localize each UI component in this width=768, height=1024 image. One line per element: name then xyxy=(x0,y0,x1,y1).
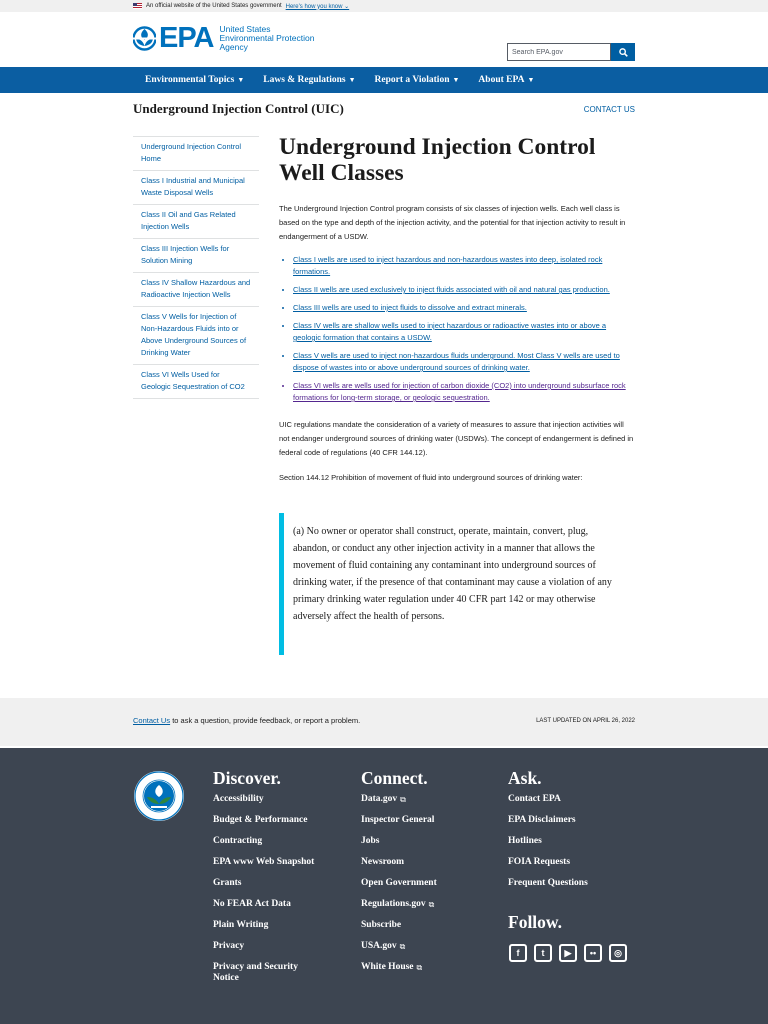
footer-link[interactable]: Plain Writing xyxy=(213,920,269,930)
footer-link[interactable]: Hotlines xyxy=(508,836,542,846)
follow-heading: Follow. xyxy=(508,912,562,932)
footer-link[interactable]: Data.gov ⧉ xyxy=(361,794,406,804)
footer-link[interactable]: White House ⧉ xyxy=(361,962,423,972)
contact-us-link[interactable]: CONTACT US xyxy=(583,104,635,114)
footer-link[interactable]: Inspector General xyxy=(361,815,435,825)
footer-connect xyxy=(361,768,491,983)
footer-link[interactable]: EPA www Web Snapshot xyxy=(213,857,315,867)
instagram-icon[interactable]: ◎ xyxy=(609,944,627,962)
well-class-list xyxy=(293,254,636,404)
footer-link[interactable]: Open Government xyxy=(361,878,437,888)
sidenav-item[interactable]: Class V Wells for Injection of Non-Hazardous Fluids into or Above Underground Sources of Drinking Water xyxy=(133,307,259,365)
main-nav xyxy=(0,67,768,93)
chevron-down-icon: ▼ xyxy=(348,76,356,84)
footer-link[interactable]: USA.gov ⧉ xyxy=(361,941,406,951)
external-link-icon: ⧉ xyxy=(428,900,435,909)
epa-seal-icon[interactable] xyxy=(133,770,185,822)
footer-link[interactable]: Frequent Questions xyxy=(508,878,588,888)
footer-link[interactable]: Contact EPA xyxy=(508,794,561,804)
facebook-icon[interactable]: f xyxy=(509,944,527,962)
footer-link[interactable]: FOIA Requests xyxy=(508,857,571,867)
regulation-quote: (a) No owner or operator shall construct, operate, maintain, convert, plug, abandon, or conduct any other injection activity in a manner that allows the movement of fluid containing any contaminant into underground sources of drinking water, if the presence of that contaminant may cause a violation of any primary drinking water regulation under 40 CFR part 142 or may otherwise adversely affect the health of persons. xyxy=(279,513,636,655)
well-class-link[interactable]: • Class II wells are used exclusively to inject fluids associated with oil and natural gas production. xyxy=(293,284,636,296)
external-link-icon: ⧉ xyxy=(400,795,406,804)
well-class-link[interactable]: • Class VI wells are wells used for injection of carbon dioxide (CO2) into underground subsurface rock formations for long-term storage, or geologic sequestration. xyxy=(293,380,636,404)
footer-heading: Connect. xyxy=(361,768,428,788)
epa-logo[interactable] xyxy=(133,22,315,54)
footer-heading: Ask. xyxy=(508,768,542,788)
sidenav-item[interactable]: Class III Injection Wells for Solution Mining xyxy=(133,239,259,273)
nav-report-violation[interactable]: Report a Violation ▼ xyxy=(374,75,460,85)
footer-discover xyxy=(213,768,343,994)
chevron-down-icon: ▼ xyxy=(237,76,245,84)
search-input[interactable] xyxy=(507,43,611,61)
well-class-link[interactable]: • Class IV wells are shallow wells used to inject hazardous or radioactive wastes into or above a geologic formation that contains a USDW. xyxy=(293,320,636,344)
search-icon xyxy=(619,48,628,57)
feedback-bar xyxy=(0,698,768,746)
nav-environmental-topics[interactable]: Environmental Topics ▼ xyxy=(145,75,245,85)
footer-link[interactable]: Grants xyxy=(213,878,242,888)
footer-link[interactable]: Jobs xyxy=(361,836,380,846)
agency-name: United States Environmental Protection Agency xyxy=(219,24,315,52)
side-navigation xyxy=(133,136,259,399)
sidenav-item[interactable]: Class II Oil and Gas Related Injection Wells xyxy=(133,205,259,239)
chevron-down-icon: ▼ xyxy=(452,76,460,84)
intro-paragraph: The Underground Injection Control program consists of six classes of injection wells. Each well class is based on the type and depth of the injection activity, and the potential for that injection activity to result in endangerment of a USDW. xyxy=(279,204,626,241)
nav-laws-regulations[interactable]: Laws & Regulations ▼ xyxy=(263,75,356,85)
well-class-link[interactable]: • Class III wells are used to inject fluids to dissolve and extract minerals. xyxy=(293,302,636,314)
search-form xyxy=(507,43,635,61)
footer-link[interactable]: Regulations.gov ⧉ xyxy=(361,899,435,909)
social-links xyxy=(509,944,627,962)
regulations-paragraph: UIC regulations mandate the consideration of a variety of measures to assure that injection activities will not endanger underground sources of drinking water (USDWs). The concept of endangerment is defined in federal code of regulations (40 CFR 144.12). xyxy=(279,420,634,457)
sidenav-item[interactable]: Underground Injection Control Home xyxy=(133,137,259,171)
heres-how-you-know-link[interactable]: Here's how you know ⌄ xyxy=(285,3,350,10)
footer-link[interactable]: Privacy xyxy=(213,941,245,951)
feedback-contact-link[interactable]: Contact Us xyxy=(133,716,171,725)
nav-about-epa[interactable]: About EPA ▼ xyxy=(478,75,535,85)
section-header xyxy=(133,100,635,118)
sidenav-item[interactable]: Class I Industrial and Municipal Waste Disposal Wells xyxy=(133,171,259,205)
feedback-text: Contact Us to ask a question, provide feedback, or report a problem. xyxy=(133,716,361,725)
footer-link[interactable]: Subscribe xyxy=(361,920,402,930)
well-class-link[interactable]: • Class I wells are used to inject hazardous and non-hazardous wastes into deep, isolated rock formations. xyxy=(293,254,636,278)
footer-link[interactable]: Newsroom xyxy=(361,857,405,867)
footer-link[interactable]: Budget & Performance xyxy=(213,815,308,825)
site-footer xyxy=(0,748,768,1024)
section-title[interactable]: Underground Injection Control (UIC) xyxy=(133,101,344,116)
epa-flower-logo-icon xyxy=(133,25,156,52)
flickr-icon[interactable]: •• xyxy=(584,944,602,962)
gov-banner-text: An official website of the United States government xyxy=(146,3,282,9)
sidenav-item[interactable]: Class IV Shallow Hazardous and Radioactive Injection Wells xyxy=(133,273,259,307)
footer-link[interactable]: No FEAR Act Data xyxy=(213,899,291,909)
last-updated: LAST UPDATED ON APRIL 26, 2022 xyxy=(536,718,635,724)
epa-wordmark: EPA xyxy=(159,22,214,54)
footer-link[interactable]: Accessibility xyxy=(213,794,264,804)
youtube-icon[interactable]: ▶ xyxy=(559,944,577,962)
search-button[interactable] xyxy=(611,43,635,61)
footer-ask xyxy=(508,768,638,899)
main-content xyxy=(279,130,636,655)
us-flag-icon xyxy=(133,3,142,9)
external-link-icon: ⧉ xyxy=(416,963,423,972)
chevron-down-icon: ▼ xyxy=(527,76,535,84)
site-header xyxy=(0,12,768,67)
footer-heading: Discover. xyxy=(213,768,281,788)
footer-link[interactable]: Contracting xyxy=(213,836,263,846)
external-link-icon: ⧉ xyxy=(399,942,406,951)
page-title: Underground Injection Control Well Classes xyxy=(279,134,596,186)
footer-link[interactable]: EPA Disclaimers xyxy=(508,815,576,825)
gov-banner xyxy=(0,0,768,12)
well-class-link[interactable]: • Class V wells are used to inject non-hazardous fluids underground. Most Class V wells are used to dispose of wastes into or above underground sources of drinking water. xyxy=(293,350,636,374)
sidenav-item[interactable]: Class VI Wells Used for Geologic Sequestration of CO2 xyxy=(133,365,259,399)
twitter-icon[interactable]: t xyxy=(534,944,552,962)
section-paragraph: Section 144.12 Prohibition of movement of fluid into underground sources of drinking water: xyxy=(279,473,583,482)
footer-link[interactable]: Privacy and Security Notice xyxy=(213,962,298,983)
